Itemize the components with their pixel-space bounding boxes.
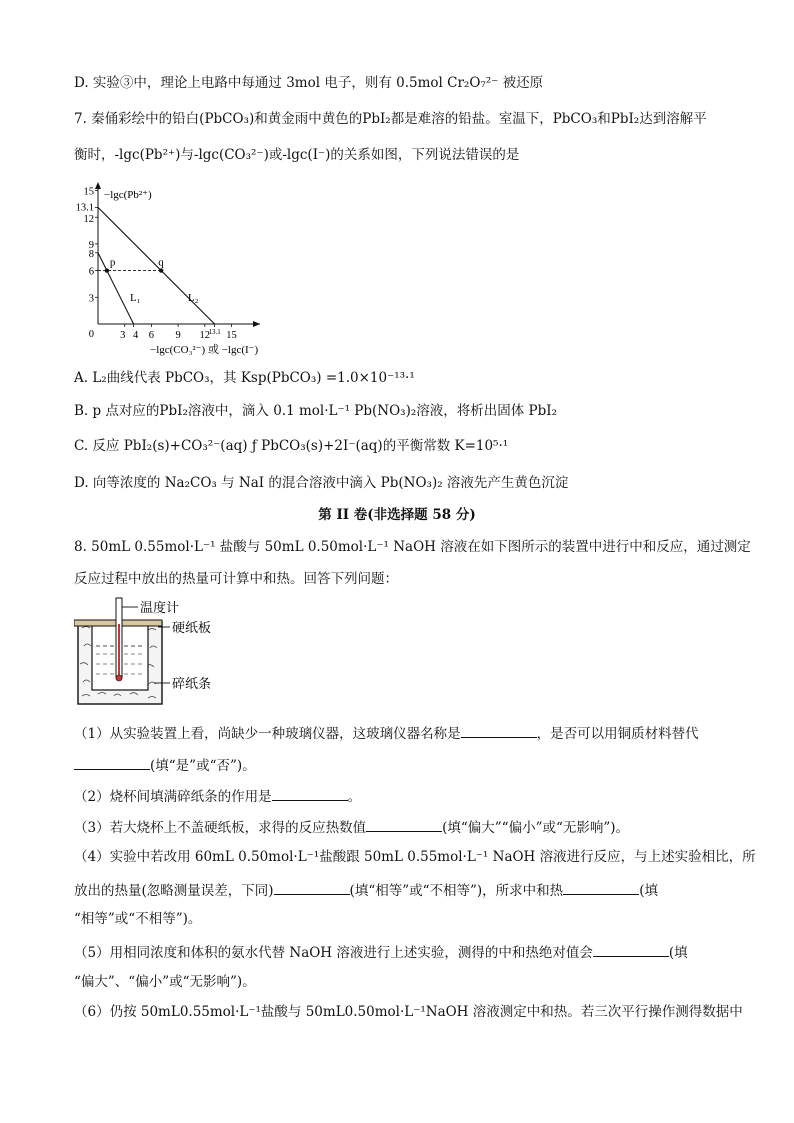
origin-label: 0 <box>88 329 94 340</box>
question-8-part-5-line-2: “偏大”、“偏小”或“无影响”)。 <box>74 974 256 990</box>
y-tick-label: 15 <box>83 186 94 198</box>
series-line-2 <box>98 207 215 324</box>
series-label-l1: L₁ <box>130 291 141 304</box>
answer-blank <box>461 723 537 738</box>
question-7-stem-line-2: 衡时，-lgc(Pb²⁺)与-lgc(CO₃²⁻)或-lgc(I⁻)的关系如图，下列说法错误的是 <box>74 147 520 163</box>
question-7-option-b: B. p 点对应的PbI₂溶液中，滴入 0.1 mol·L⁻¹ Pb(NO₃)₂溶液，将析出固体 PbI₂ <box>74 403 558 419</box>
question-8-part-3: （3）若大烧杯上不盖硬纸板，求得的反应热数值 (填“偏大”“偏小”或“无影响”)。 <box>74 817 629 837</box>
point-label-p: p <box>109 256 116 269</box>
x-axis-arrow <box>253 321 260 327</box>
data-point-q <box>159 268 163 272</box>
solubility-chart <box>74 176 274 361</box>
x-tick-label: 9 <box>175 330 181 341</box>
answer-blank <box>593 942 669 957</box>
series-label-l2: L₂ <box>187 291 199 304</box>
calorimeter-diagram <box>74 594 254 712</box>
answer-blank <box>563 880 639 895</box>
y-axis-label: −lgc(Pb²⁺) <box>104 189 152 201</box>
question-8-stem-line-1: 8. 50mL 0.55mol·L⁻¹ 盐酸与 50mL 0.50mol·L⁻¹ NaOH 溶液在如下图所示的装置中进行中和反应，通过测定 <box>74 539 751 555</box>
x-tick-label: 15 <box>226 330 237 341</box>
x-tick-label: 3 <box>120 330 126 341</box>
question-8-part-6: （6）仍按 50mL0.55mol·L⁻¹盐酸与 50mL0.50mol·L⁻¹NaOH 溶液测定中和热。若三次平行操作测得数据中 <box>74 1004 743 1020</box>
y-tick-label: 13.1 <box>75 202 94 214</box>
x-tick-label: 12 <box>199 330 211 341</box>
section-title: 第 II 卷(非选择题 58 分) <box>318 507 476 523</box>
question-7-option-c: C. 反应 PbI₂(s)+CO₃²⁻(aq) ƒ PbCO₃(s)+2I⁻(aq)的平衡常数 K=10⁵·¹ <box>74 438 509 454</box>
y-tick-label: 8 <box>88 248 94 260</box>
question-8-part-4-line-1: （4）实验中若改用 60mL 0.50mol·L⁻¹盐酸跟 50mL 0.55mol·L⁻¹ NaOH 溶液进行反应，与上述实验相比，所 <box>74 849 756 865</box>
question-8-part-2: （2）烧杯间填满碎纸条的作用是 。 <box>74 786 361 806</box>
question-7-stem-line-1: 7. 秦俑彩绘中的铅白(PbCO₃)和黄金雨中黄色的PbI₂都是难溶的铅盐。室温下，PbCO₃和PbI₂达到溶解平 <box>74 111 707 127</box>
question-8-stem-line-2: 反应过程中放出的热量可计算中和热。回答下列问题： <box>74 571 398 587</box>
cardboard-label: 硬纸板 <box>172 620 212 635</box>
y-tick-label: 3 <box>88 293 94 305</box>
thermometer-label: 温度计 <box>140 600 180 615</box>
y-tick-label: 6 <box>88 266 94 278</box>
series-line-1 <box>98 253 134 324</box>
question-6-option-d: D. 实验③中，理论上电路中每通过 3mol 电子，则有 0.5mol Cr₂O₇²⁻ 被还原 <box>74 75 544 91</box>
x-tick-label: 6 <box>148 330 155 341</box>
question-8-part-1-line-2: (填“是”或“否”)。 <box>74 755 256 775</box>
y-axis-arrow <box>95 182 101 189</box>
question-7-option-a: A. L₂曲线代表 PbCO₃，其 Ksp(PbCO₃) =1.0×10⁻¹³·¹ <box>74 370 415 386</box>
x-tick-label: 4 <box>132 330 139 341</box>
answer-blank <box>366 817 442 832</box>
question-8-part-1-line-1: （1）从实验装置上看，尚缺少一种玻璃仪器，这玻璃仪器名称是 ，是否可以用铜质材料替代 <box>74 723 699 743</box>
x-tick-label: 13.1 <box>208 328 221 336</box>
question-8-part-4-line-3: “相等”或“不相等”)。 <box>74 911 202 927</box>
answer-blank <box>74 755 150 770</box>
paper-strips-label: 碎纸条 <box>172 676 212 691</box>
y-tick-label: 9 <box>88 239 94 251</box>
x-axis-label: −lgc(CO₃²⁻) 或 −lgc(I⁻) <box>150 344 259 356</box>
question-8-part-5-line-1: （5）用相同浓度和体积的氨水代替 NaOH 溶液进行上述实验，测得的中和热绝对值会 (填 <box>74 942 688 962</box>
data-point-p <box>105 268 109 272</box>
answer-blank <box>274 880 350 895</box>
point-label-q: q <box>158 256 164 269</box>
y-tick-label: 12 <box>83 214 94 226</box>
answer-blank <box>272 786 348 801</box>
question-8-part-4-line-2: 放出的热量(忽略测量误差，下同) (填“相等”或“不相等”)，所求中和热 (填 <box>74 880 658 900</box>
question-7-option-d: D. 向等浓度的 Na₂CO₃ 与 NaI 的混合溶液中滴入 Pb(NO₃)₂ 溶液先产生黄色沉淀 <box>74 475 569 491</box>
